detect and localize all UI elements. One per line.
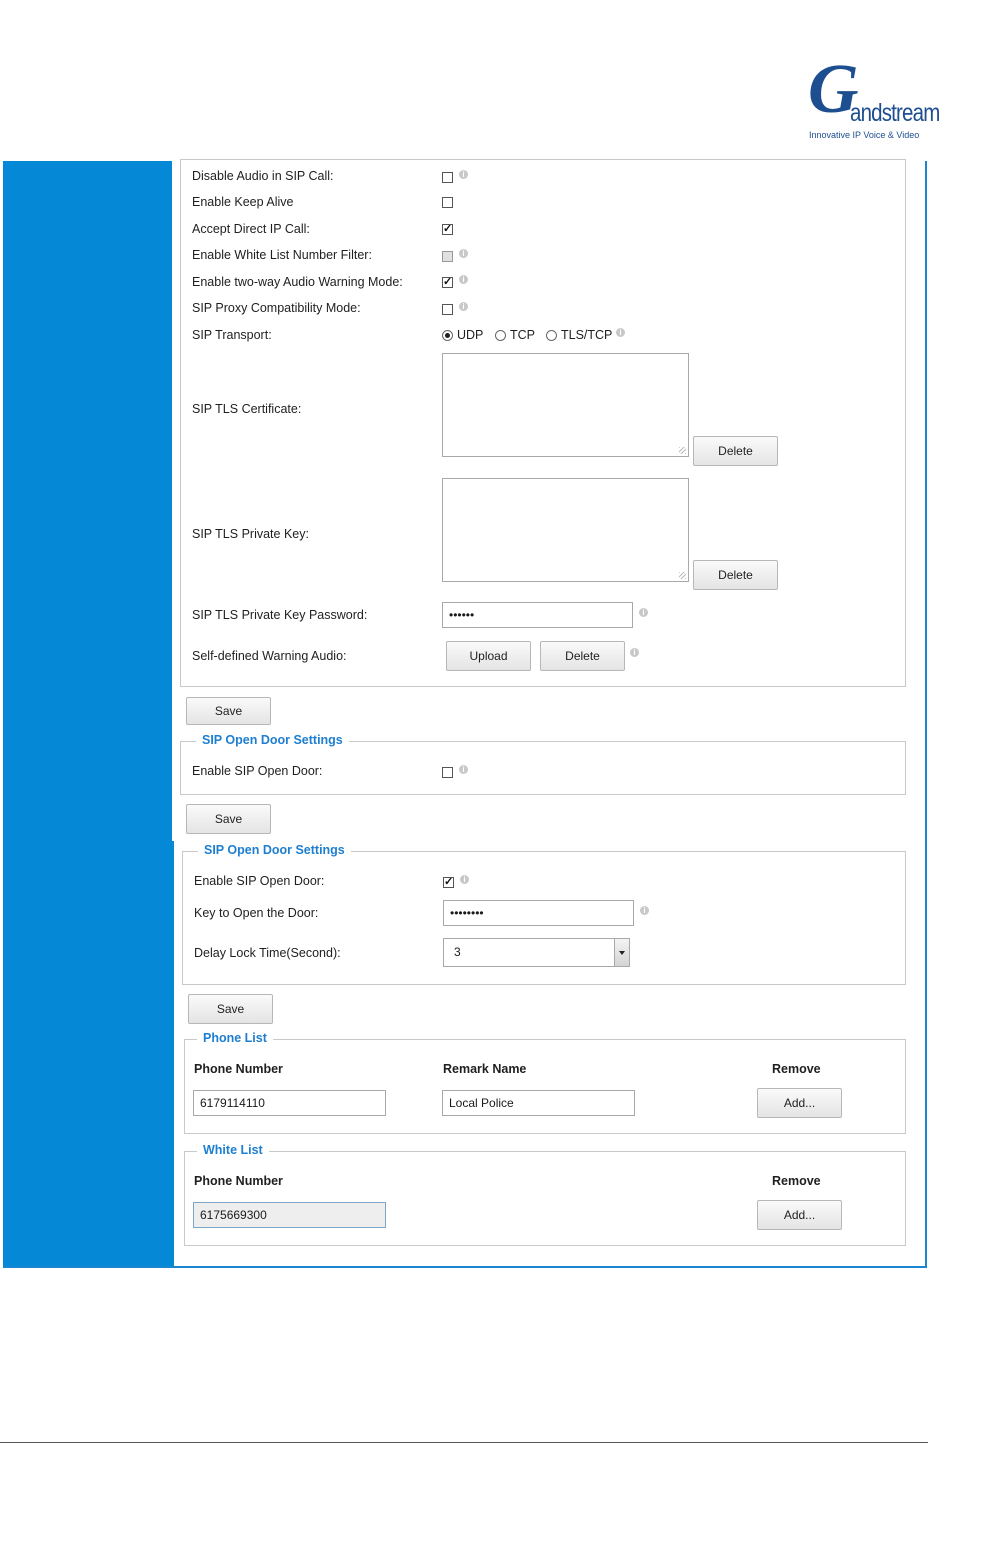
warning-audio-label: Self-defined Warning Audio: (192, 649, 347, 663)
delay-lock-value: 3 (454, 945, 461, 959)
open-door-legend: SIP Open Door Settings (198, 843, 351, 857)
udp-radio[interactable] (442, 330, 453, 341)
info-icon[interactable]: i (459, 170, 468, 179)
white-list-filter-label: Enable White List Number Filter: (192, 248, 372, 262)
tls-certificate-label: SIP TLS Certificate: (192, 402, 302, 416)
open-door-legend: SIP Open Door Settings (196, 733, 349, 747)
keep-alive-checkbox[interactable] (442, 197, 453, 208)
proxy-compat-label: SIP Proxy Compatibility Mode: (192, 301, 361, 315)
sidebar (3, 841, 174, 1266)
save-button[interactable]: Save (186, 697, 271, 725)
delete-certificate-button[interactable]: Delete (693, 436, 778, 466)
tls-password-input[interactable]: •••••• (442, 602, 633, 628)
add-phone-button[interactable]: Add... (757, 1088, 842, 1118)
tls-private-key-label: SIP TLS Private Key: (192, 527, 309, 541)
tcp-radio[interactable] (495, 330, 506, 341)
grandstream-logo (800, 51, 940, 150)
add-white-list-button[interactable]: Add... (757, 1200, 842, 1230)
white-list-fieldset (184, 1151, 906, 1246)
info-icon[interactable]: i (459, 249, 468, 258)
white-remove-header: Remove (772, 1174, 821, 1188)
info-icon[interactable]: i (630, 648, 639, 657)
disable-audio-checkbox[interactable] (442, 172, 453, 183)
phone-list-legend: Phone List (197, 1031, 273, 1045)
remove-header: Remove (772, 1062, 821, 1076)
info-icon[interactable]: i (459, 275, 468, 284)
delete-private-key-button[interactable]: Delete (693, 560, 778, 590)
info-icon[interactable]: i (459, 765, 468, 774)
open-door-panel (3, 841, 927, 1268)
phone-number-input[interactable]: 6179114110 (193, 1090, 386, 1116)
remark-name-header: Remark Name (443, 1062, 527, 1076)
sip-transport-label: SIP Transport: (192, 328, 272, 342)
tls-private-key-textarea[interactable] (442, 478, 689, 582)
info-icon[interactable]: i (460, 875, 469, 884)
enable-open-door-label: Enable SIP Open Door: (194, 874, 325, 888)
phone-number-header: Phone Number (194, 1062, 283, 1076)
tls-password-label: SIP TLS Private Key Password: (192, 608, 368, 622)
sip-settings-panel (3, 161, 927, 841)
save-open-door-button[interactable]: Save (186, 804, 271, 834)
logo-letter: G (808, 51, 859, 128)
info-icon[interactable]: i (616, 328, 625, 337)
white-phone-number-input[interactable]: 6175669300 (193, 1202, 386, 1228)
enable-open-door-checkbox[interactable] (442, 767, 453, 778)
chevron-down-icon[interactable] (614, 939, 629, 966)
sidebar (3, 161, 172, 841)
info-icon[interactable]: i (459, 302, 468, 311)
tls-tcp-radio[interactable] (546, 330, 557, 341)
door-key-input[interactable]: •••••••• (443, 900, 634, 926)
white-list-legend: White List (197, 1143, 269, 1157)
enable-open-door-label: Enable SIP Open Door: (192, 764, 323, 778)
delay-lock-select[interactable] (443, 938, 630, 967)
door-key-label: Key to Open the Door: (194, 906, 319, 920)
save-open-door-button[interactable]: Save (188, 994, 273, 1024)
info-icon[interactable]: i (639, 608, 648, 617)
tcp-label: TCP (510, 328, 535, 342)
tls-certificate-textarea[interactable] (442, 353, 689, 457)
proxy-compat-checkbox[interactable] (442, 304, 453, 315)
logo-tagline: Innovative IP Voice & Video (809, 130, 920, 140)
delete-audio-button[interactable]: Delete (540, 641, 625, 671)
info-icon[interactable]: i (640, 906, 649, 915)
phone-list-fieldset (184, 1039, 906, 1134)
two-way-audio-label: Enable two-way Audio Warning Mode: (192, 275, 403, 289)
keep-alive-label: Enable Keep Alive (192, 195, 294, 209)
direct-ip-call-checkbox[interactable] (442, 224, 453, 235)
tls-tcp-label: TLS/TCP (561, 328, 613, 342)
upload-audio-button[interactable]: Upload (446, 641, 531, 671)
white-phone-number-header: Phone Number (194, 1174, 283, 1188)
direct-ip-call-label: Accept Direct IP Call: (192, 222, 310, 236)
disable-audio-label: Disable Audio in SIP Call: (192, 169, 334, 183)
remark-name-input[interactable]: Local Police (442, 1090, 635, 1116)
udp-label: UDP (457, 328, 484, 342)
enable-open-door-checkbox[interactable] (443, 877, 454, 888)
white-list-filter-checkbox[interactable] (442, 251, 453, 262)
two-way-audio-checkbox[interactable] (442, 277, 453, 288)
footer-divider (0, 1442, 928, 1443)
delay-lock-label: Delay Lock Time(Second): (194, 946, 341, 960)
logo-word: andstream (850, 99, 940, 127)
